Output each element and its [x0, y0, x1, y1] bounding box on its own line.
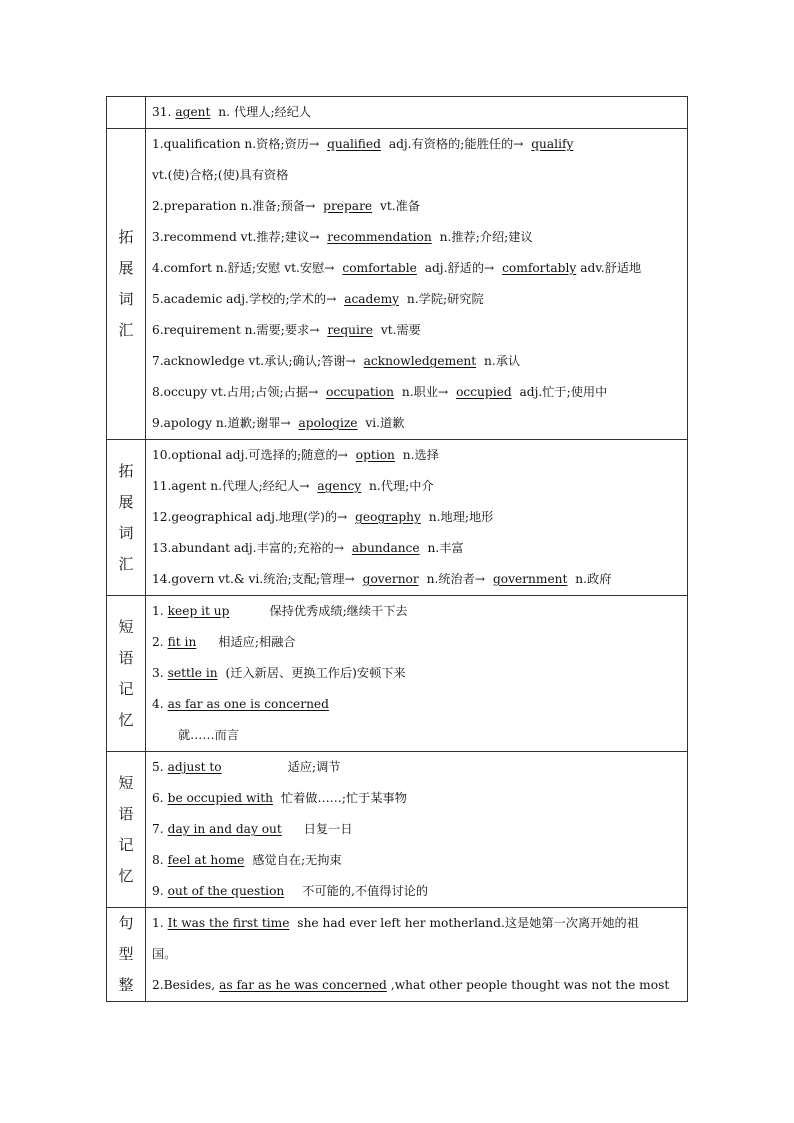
category-label: 拓展词汇 [118, 461, 134, 573]
item-text: n. 代理人;经纪人 [214, 105, 312, 119]
answer-blank: be occupied with [167, 791, 274, 805]
category-label: 短语记忆 [118, 617, 134, 729]
item-text: n.学院;研究院 [403, 292, 484, 306]
item-text: 9.apology n.道歉;谢罪→ [152, 416, 295, 430]
content-cell [146, 596, 688, 752]
list-item [152, 939, 683, 970]
item-text: n.丰富 [423, 541, 464, 555]
item-text: 5.academic adj.学校的;学术的→ [152, 292, 341, 306]
list-item [152, 160, 683, 191]
item-text: vt.需要 [376, 323, 421, 337]
table-row [107, 97, 688, 129]
item-text: 3. [152, 666, 164, 680]
answer-blank: require [327, 323, 373, 337]
item-text: 2.Besides, [152, 978, 216, 992]
table-body [107, 97, 688, 1002]
item-text: 1. [152, 604, 164, 618]
item-text: 就……而言 [178, 728, 239, 742]
answer-blank: recommendation [327, 230, 432, 244]
list-item [152, 752, 683, 783]
item-text: 1.qualification n.资格;资历→ [152, 137, 324, 151]
list-item [152, 814, 683, 845]
item-text: n.地理;地形 [424, 510, 494, 524]
content-cell [146, 908, 688, 1002]
answer-blank: apologize [298, 416, 358, 430]
content-cell [146, 752, 688, 908]
answer-blank: adjust to [167, 760, 222, 774]
item-text: n.统治者→ [422, 572, 489, 586]
item-text: n.代理;中介 [365, 479, 434, 493]
item-text: 不可能的,不值得讨论的 [302, 884, 429, 898]
answer-blank: agent [175, 105, 211, 119]
list-item [152, 97, 683, 128]
list-item [152, 377, 683, 408]
item-text: 6.requirement n.需要;要求→ [152, 323, 324, 337]
item-text: 14.govern vt.& vi.统治;支配;管理→ [152, 572, 359, 586]
answer-blank: occupied [456, 385, 512, 399]
item-text: 国。 [152, 947, 177, 961]
answer-blank: occupation [326, 385, 394, 399]
list-item [152, 876, 683, 907]
category-cell [107, 596, 146, 752]
item-text: vi.道歉 [361, 416, 405, 430]
list-item [152, 502, 683, 533]
answer-blank: It was the first time [167, 916, 290, 930]
answer-blank: acknowledgement [363, 354, 477, 368]
category-cell [107, 908, 146, 1002]
item-text: 2. [152, 635, 164, 649]
category-cell [107, 440, 146, 596]
item-text: 适应;调节 [287, 760, 341, 774]
list-item [152, 408, 683, 439]
list-item [152, 533, 683, 564]
category-cell [107, 97, 146, 129]
list-item [152, 440, 683, 471]
list-item [152, 129, 683, 160]
table-row [107, 129, 688, 440]
item-text: n.承认 [480, 354, 521, 368]
category-label: 拓展词汇 [118, 228, 134, 339]
table-row [107, 908, 688, 1002]
item-text: 忙着做……;忙于某事物 [277, 791, 407, 805]
item-text: n.职业→ [398, 385, 453, 399]
item-text: adj.有资格的;能胜任的→ [384, 137, 528, 151]
vocabulary-table [106, 96, 688, 1002]
list-item [152, 908, 683, 939]
item-text: 12.geographical adj.地理(学)的→ [152, 510, 352, 524]
list-item [152, 689, 683, 720]
item-text: 日复一日 [303, 822, 353, 836]
list-item [152, 970, 683, 1001]
item-text: 保持优秀成绩;继续干下去 [269, 604, 408, 618]
item-text: adv.舒适地 [580, 261, 642, 275]
item-text: 相适应;相融合 [218, 635, 296, 649]
answer-blank: comfortably [502, 261, 577, 275]
item-text: 7. [152, 822, 164, 836]
answer-blank: abundance [351, 541, 420, 555]
list-item [152, 596, 683, 627]
answer-blank: qualify [531, 137, 574, 151]
item-text: 2.preparation n.准备;预备→ [152, 199, 320, 213]
item-text: (迁入新居、更换工作后)安顿下来 [221, 666, 406, 680]
answer-blank: day in and day out [167, 822, 282, 836]
answer-blank: academy [344, 292, 400, 306]
item-text: 31. [152, 105, 172, 119]
content-cell [146, 129, 688, 440]
answer-blank: as far as he was concerned [219, 978, 387, 992]
item-text: n.政府 [571, 572, 612, 586]
item-text: 8. [152, 853, 164, 867]
item-text: adj.忙于;使用中 [515, 385, 608, 399]
list-item [152, 346, 683, 377]
table-row [107, 440, 688, 596]
list-item [152, 658, 683, 689]
item-text: 3.recommend vt.推荐;建议→ [152, 230, 324, 244]
answer-blank: fit in [167, 635, 197, 649]
category-label: 句型整 [118, 914, 134, 994]
item-text: 10.optional adj.可选择的;随意的→ [152, 448, 352, 462]
answer-blank: government [492, 572, 568, 586]
list-item [152, 284, 683, 315]
list-item [152, 222, 683, 253]
table-row [107, 752, 688, 908]
list-item [152, 315, 683, 346]
answer-blank: prepare [323, 199, 373, 213]
item-text: vt.(使)合格;(使)具有资格 [152, 168, 289, 182]
list-item [152, 783, 683, 814]
answer-blank: out of the question [167, 884, 285, 898]
answer-blank: governor [362, 572, 419, 586]
item-text: 4. [152, 697, 164, 711]
list-item [152, 191, 683, 222]
answer-blank: agency [317, 479, 362, 493]
answer-blank: option [355, 448, 395, 462]
answer-blank: keep it up [167, 604, 230, 618]
item-text: 4.comfort n.舒适;安慰 vt.安慰→ [152, 261, 339, 275]
category-cell [107, 752, 146, 908]
answer-blank: geography [355, 510, 421, 524]
item-text: 感觉自在;无拘束 [248, 853, 342, 867]
item-text: 9. [152, 884, 164, 898]
answer-blank: feel at home [167, 853, 245, 867]
category-cell [107, 129, 146, 440]
item-text: n.推荐;介绍;建议 [435, 230, 533, 244]
item-text: 13.abundant adj.丰富的;充裕的→ [152, 541, 348, 555]
item-text: 11.agent n.代理人;经纪人→ [152, 479, 314, 493]
answer-blank: comfortable [342, 261, 417, 275]
item-text: vt.准备 [376, 199, 421, 213]
item-text: 8.occupy vt.占用;占领;占据→ [152, 385, 323, 399]
item-text: she had ever left her motherland.这是她第一次离开她的祖 [293, 916, 639, 930]
item-text: 1. [152, 916, 164, 930]
answer-blank: qualified [327, 137, 381, 151]
item-text: 5. [152, 760, 164, 774]
item-text: 6. [152, 791, 164, 805]
list-item [152, 564, 683, 595]
content-cell [146, 97, 688, 129]
answer-blank: settle in [167, 666, 218, 680]
list-item [152, 253, 683, 284]
table-row [107, 596, 688, 752]
category-label: 短语记忆 [118, 773, 134, 885]
list-item [152, 471, 683, 502]
list-item [152, 720, 683, 751]
item-text: ,what other people thought was not the most [390, 978, 670, 992]
list-item [152, 627, 683, 658]
item-text: n.选择 [398, 448, 439, 462]
item-text: 7.acknowledge vt.承认;确认;答谢→ [152, 354, 360, 368]
item-text: adj.舒适的→ [420, 261, 499, 275]
list-item [152, 845, 683, 876]
answer-blank: as far as one is concerned [167, 697, 329, 711]
content-cell [146, 440, 688, 596]
